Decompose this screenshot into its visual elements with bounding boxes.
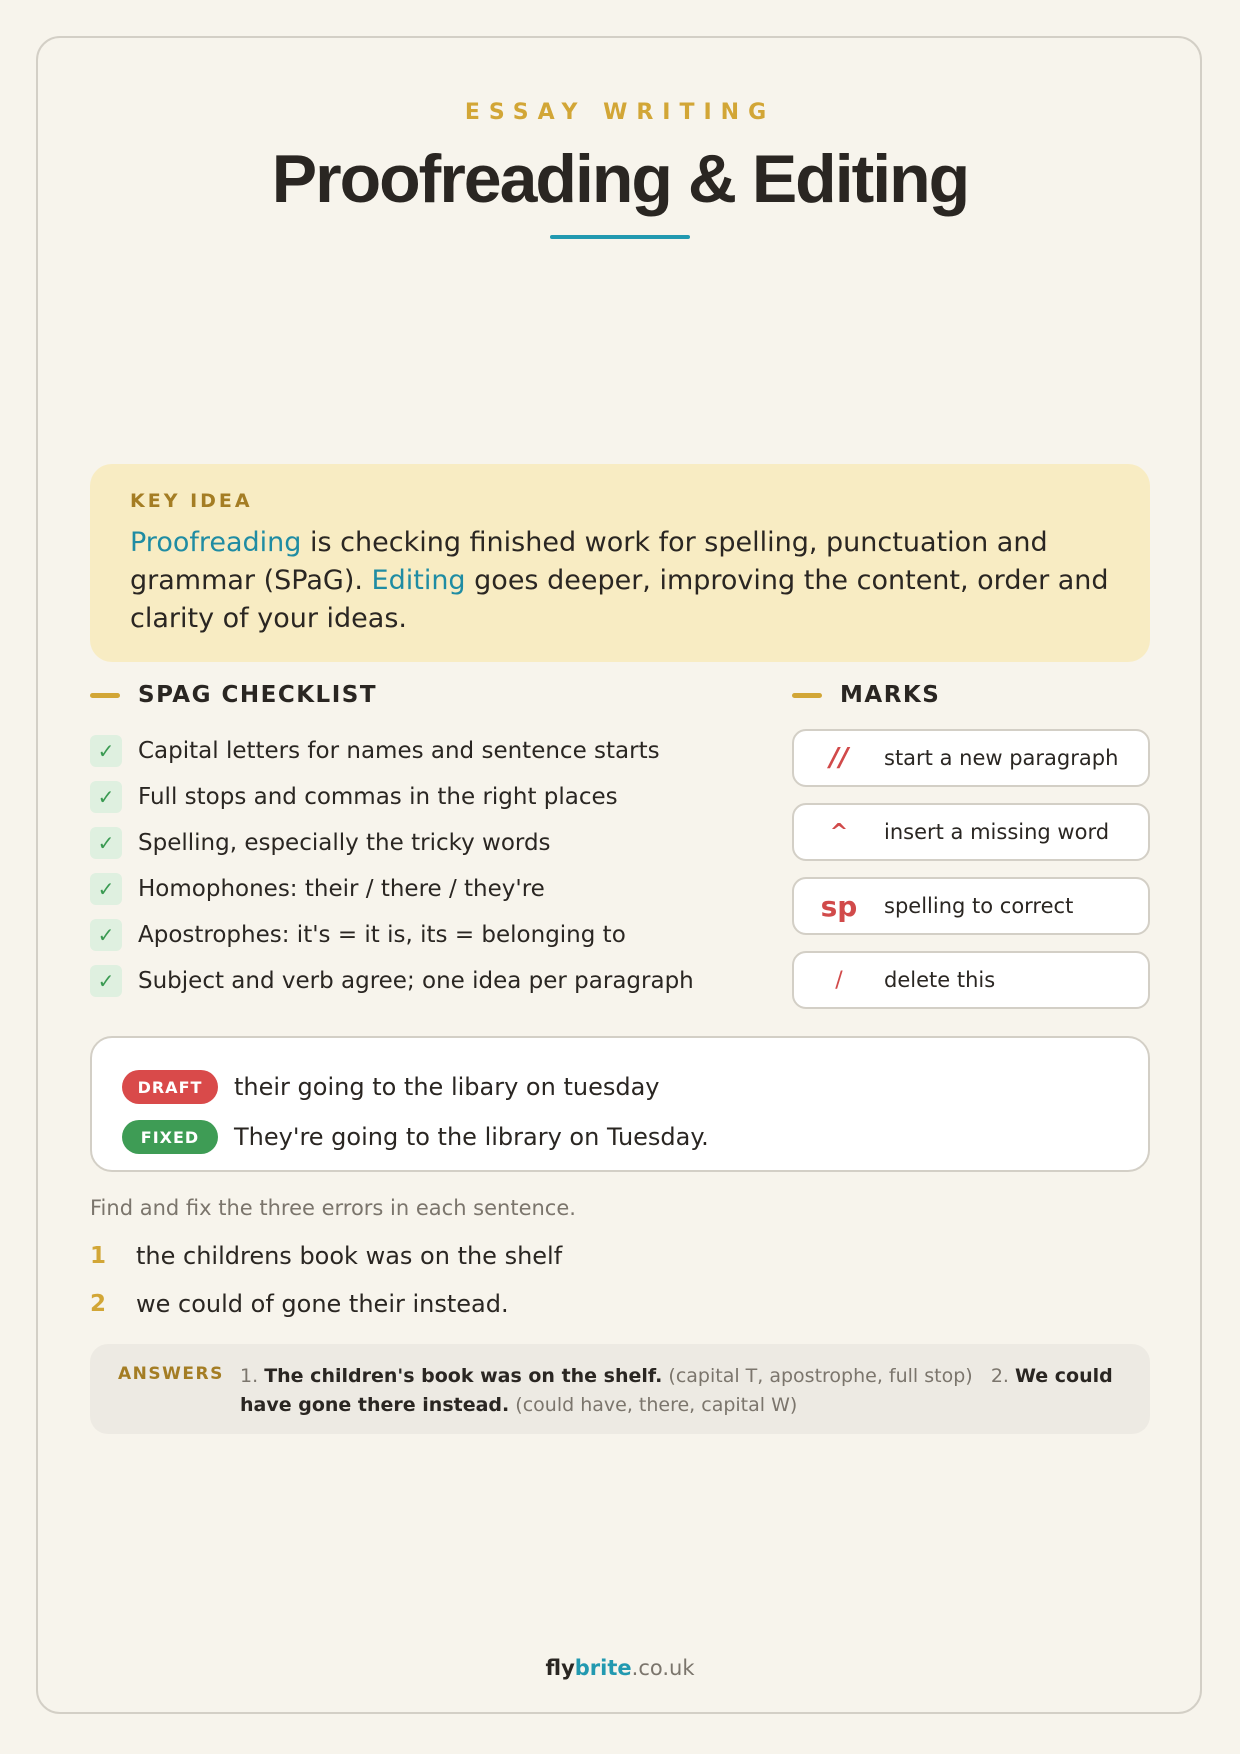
checklist-item <box>90 774 750 820</box>
title-underline <box>550 235 690 239</box>
answer-1-note: (capital T, apostrophe, full stop) <box>668 1365 973 1387</box>
brand-brite: brite <box>574 1656 632 1680</box>
page-title: Proofreading & Editing <box>271 141 969 217</box>
exercise-instruction: Find and fix the three errors in each sentence. <box>90 1196 576 1220</box>
marks-heading-label: MARKS <box>840 682 941 708</box>
footer-brand <box>0 1656 1240 1680</box>
exercise-item <box>90 1232 1090 1280</box>
brand-domain: .co.uk <box>631 1656 695 1680</box>
mark-delete <box>792 951 1150 1009</box>
mark-new-paragraph <box>792 729 1150 787</box>
mark-description: delete this <box>884 968 996 992</box>
checklist-item <box>90 912 750 958</box>
mark-spelling <box>792 877 1150 935</box>
fixed-row <box>122 1112 1118 1162</box>
mark-description: insert a missing word <box>884 820 1110 844</box>
answer-2-sentence: We could have gone there instead. <box>240 1365 1113 1416</box>
draft-fixed-example <box>90 1036 1150 1172</box>
checklist-item-label: Homophones: their / there / they're <box>138 876 545 902</box>
checklist-item-label: Capital letters for names and sentence starts <box>138 738 660 764</box>
checklist-item <box>90 958 750 1004</box>
checklist-heading-label: SPAG CHECKLIST <box>138 682 378 708</box>
check-icon: ✓ <box>90 781 122 813</box>
check-icon: ✓ <box>90 827 122 859</box>
exercise-number: 2 <box>90 1291 107 1317</box>
mark-description: start a new paragraph <box>884 746 1119 770</box>
check-icon: ✓ <box>90 919 122 951</box>
eyebrow-label: ESSAY WRITING <box>464 100 776 125</box>
key-term-proofreading: Proofreading <box>130 527 302 558</box>
marks-heading <box>792 682 940 708</box>
checklist-item <box>90 728 750 774</box>
exercise-item <box>90 1280 1090 1328</box>
check-icon: ✓ <box>90 735 122 767</box>
fixed-badge: FIXED <box>122 1120 218 1154</box>
answers-label: ANSWERS <box>118 1364 224 1384</box>
exercise-sentence: we could of gone their instead. <box>136 1290 509 1318</box>
answers-box <box>90 1344 1150 1434</box>
key-idea-text-part2: goes deeper, improving the content, order and clarity of your ideas. <box>130 565 1109 634</box>
mark-symbol: ^ <box>829 819 849 845</box>
checklist-item <box>90 866 750 912</box>
answer-1-number: 1. <box>240 1365 259 1387</box>
exercise-number: 1 <box>90 1243 107 1269</box>
answer-2-number: 2. <box>990 1365 1009 1387</box>
checklist-item-label: Apostrophes: it's = it is, its = belonging to <box>138 922 626 948</box>
brand-fly: fly <box>545 1656 575 1680</box>
heading-dash <box>90 693 120 698</box>
draft-row <box>122 1062 1118 1112</box>
key-idea-box <box>90 464 1150 662</box>
answers-text <box>240 1362 1122 1434</box>
exercise-list <box>90 1232 1090 1328</box>
mark-description: spelling to correct <box>884 894 1074 918</box>
proofreading-marks <box>792 729 1150 1025</box>
key-idea-label: KEY IDEA <box>130 490 253 512</box>
fixed-sentence: They're going to the library on Tuesday. <box>234 1123 709 1151</box>
checklist-item <box>90 820 750 866</box>
checklist-item-label: Spelling, especially the tricky words <box>138 830 551 856</box>
answer-1-sentence: The children's book was on the shelf. <box>264 1365 663 1387</box>
key-idea-text <box>130 524 1110 638</box>
check-icon: ✓ <box>90 873 122 905</box>
draft-badge: DRAFT <box>122 1070 218 1104</box>
checklist-item-label: Full stops and commas in the right places <box>138 784 618 810</box>
spag-checklist <box>90 728 750 1004</box>
mark-symbol: // <box>829 743 849 773</box>
checklist-item-label: Subject and verb agree; one idea per paragraph <box>138 968 694 994</box>
exercise-sentence: the childrens book was on the shelf <box>136 1242 563 1270</box>
draft-sentence: their going to the libary on tuesday <box>234 1073 660 1101</box>
heading-dash <box>792 693 822 698</box>
mark-insert-word <box>792 803 1150 861</box>
mark-symbol: / <box>835 967 843 993</box>
mark-symbol: sp <box>820 889 858 923</box>
key-idea-text-part1: is checking finished work for spelling, punctuation and grammar (SPaG). <box>130 527 1048 596</box>
check-icon: ✓ <box>90 965 122 997</box>
answer-2-note: (could have, there, capital W) <box>515 1394 798 1416</box>
key-term-editing: Editing <box>371 565 466 596</box>
checklist-heading <box>90 682 377 708</box>
